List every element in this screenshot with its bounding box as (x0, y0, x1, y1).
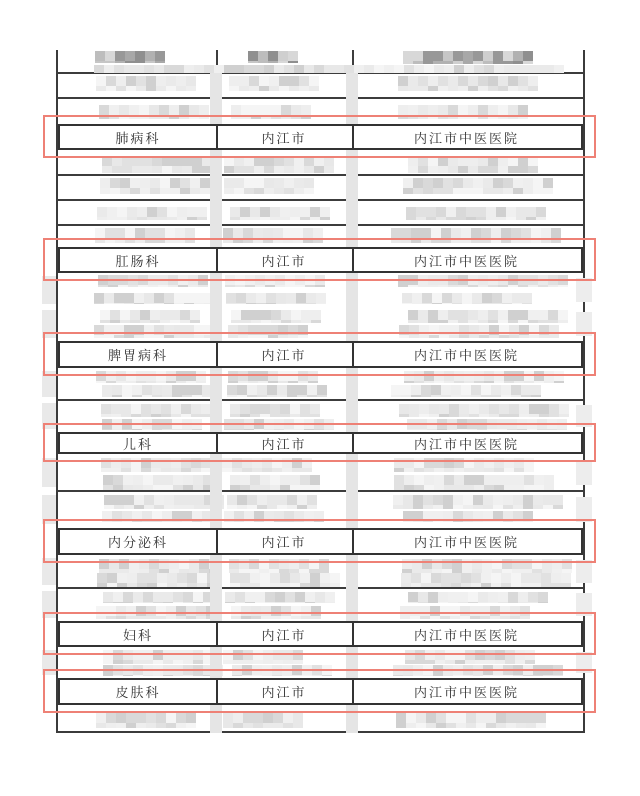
department-cell: 脾胃病科 (107, 348, 168, 363)
censored-block (227, 495, 319, 510)
censored-block (42, 458, 56, 488)
censored-block (346, 588, 358, 621)
censored-block (346, 400, 358, 432)
censored-block (402, 293, 532, 305)
hospital-cell: 内江市中医医院 (413, 627, 519, 643)
censored-block (99, 105, 218, 119)
censored-block (225, 275, 330, 287)
table-row-censored (58, 73, 583, 98)
censored-block (407, 419, 576, 431)
censored-block (403, 511, 541, 522)
censored-block (223, 713, 312, 728)
censored-block (403, 51, 533, 64)
censored-block (400, 606, 536, 618)
censored-block (224, 178, 316, 194)
censored-block (94, 325, 218, 338)
table-row-censored (58, 273, 583, 307)
censored-block (42, 591, 56, 617)
city-cell: 内江市 (261, 685, 307, 700)
censored-block (102, 419, 209, 431)
censored-block (230, 475, 324, 489)
censored-block (210, 307, 222, 341)
highlight-row-cells (58, 621, 583, 647)
table-row-censored (58, 400, 583, 432)
city-cell: 内江市 (261, 627, 307, 643)
censored-block (231, 105, 320, 119)
censored-block (391, 228, 561, 243)
table-row-censored (58, 588, 583, 621)
censored-block (99, 559, 226, 573)
censored-block (97, 207, 212, 220)
table-row-highlight (58, 341, 583, 368)
censored-block (224, 156, 334, 173)
censored-block (346, 98, 358, 124)
table-row-censored (58, 705, 583, 733)
censored-block (232, 665, 333, 676)
censored-block (404, 371, 566, 383)
table-row-highlight (58, 621, 583, 647)
censored-block (576, 405, 592, 427)
censored-block (222, 458, 320, 473)
censored-block (576, 460, 592, 486)
censored-block (394, 475, 558, 489)
table-row-censored (58, 50, 583, 73)
censored-block (101, 404, 217, 417)
censored-block (403, 178, 559, 194)
table-row-censored (58, 200, 583, 225)
censored-block (210, 400, 222, 432)
censored-block (103, 592, 220, 604)
censored-block (399, 404, 571, 417)
censored-block (399, 325, 566, 338)
censored-block (96, 606, 220, 618)
highlight-row-cells (58, 124, 583, 150)
table-row-censored (58, 150, 583, 175)
censored-block (393, 495, 572, 510)
censored-block (576, 312, 592, 336)
censored-block (100, 178, 211, 194)
censored-block (346, 454, 358, 491)
hospital-cell: 内江市中医医院 (413, 535, 519, 550)
censored-block (576, 560, 592, 583)
censored-block (346, 368, 358, 400)
censored-block (401, 573, 579, 588)
censored-block (42, 310, 56, 337)
censored-block (346, 555, 358, 588)
hospital-cell: 内江市中医医院 (413, 348, 519, 363)
table-row-highlight (58, 247, 583, 273)
censored-block (42, 276, 56, 303)
censored-block (576, 593, 592, 616)
censored-block (42, 403, 56, 429)
censored-block (346, 273, 358, 307)
censored-block (226, 293, 331, 305)
censored-block (96, 76, 203, 90)
censored-block (346, 200, 358, 225)
censored-block (210, 491, 222, 528)
highlight-row-cells (58, 247, 583, 273)
highlight-row-cells (58, 432, 583, 454)
censored-block (225, 592, 341, 604)
table-row-censored (58, 98, 583, 124)
censored-block (346, 150, 358, 175)
table-row-censored (58, 175, 583, 200)
table-row-censored (58, 491, 583, 528)
highlight-row-cells (58, 678, 583, 705)
censored-block (576, 652, 592, 674)
censored-block (102, 385, 217, 397)
table-row-highlight (58, 124, 583, 150)
censored-block (231, 606, 327, 618)
censored-block (223, 650, 312, 664)
censored-block (42, 371, 56, 397)
censored-block (229, 559, 336, 573)
censored-block (210, 175, 222, 200)
table-row-censored (58, 368, 583, 400)
censored-block (103, 665, 224, 676)
department-cell: 妇科 (122, 627, 153, 643)
censored-block (94, 293, 222, 305)
highlight-row-cells (58, 341, 583, 368)
censored-block (210, 368, 222, 400)
censored-block (210, 555, 222, 588)
censored-block (210, 150, 222, 175)
hospital-cell: 内江市中医医院 (413, 436, 519, 452)
highlight-row-cells (58, 528, 583, 555)
censored-block (210, 273, 222, 307)
hospital-cell: 内江市中医医院 (413, 130, 519, 146)
table-row-censored (58, 454, 583, 491)
censored-block (408, 156, 538, 173)
censored-block (103, 650, 219, 664)
department-cell: 儿科 (122, 436, 153, 452)
censored-block (102, 156, 224, 173)
department-cell: 肛肠科 (115, 253, 161, 269)
department-cell: 皮肤科 (115, 685, 161, 700)
censored-block (405, 650, 536, 664)
censored-block (210, 454, 222, 491)
censored-block (393, 665, 567, 676)
censored-block (95, 51, 173, 63)
table-row-censored (58, 647, 583, 678)
censored-block (210, 705, 222, 733)
department-cell: 内分泌科 (107, 535, 168, 550)
censored-block (394, 458, 539, 473)
hospital-cell: 内江市中医医院 (413, 253, 519, 269)
censored-block (95, 228, 204, 243)
hospital-cell: 内江市中医医院 (413, 685, 519, 700)
censored-block (346, 647, 358, 678)
city-cell: 内江市 (261, 348, 307, 363)
table-row-highlight (58, 678, 583, 705)
table-row-highlight (58, 528, 583, 555)
censored-block (346, 491, 358, 528)
censored-block (346, 705, 358, 733)
table-row-censored (58, 225, 583, 247)
censored-block (102, 511, 227, 522)
censored-block (224, 511, 329, 522)
censored-block (230, 404, 322, 417)
censored-block (398, 275, 570, 287)
department-cell: 肺病科 (115, 130, 161, 146)
censored-block (223, 228, 328, 243)
censored-block (230, 573, 343, 588)
censored-block (231, 310, 321, 323)
censored-block (346, 73, 358, 98)
censored-block (228, 371, 319, 383)
censored-block (96, 713, 205, 728)
censored-block (94, 65, 564, 73)
city-cell: 内江市 (261, 535, 307, 550)
censored-block (210, 588, 222, 621)
censored-block (396, 713, 555, 728)
censored-block (96, 371, 211, 383)
censored-block (103, 475, 216, 489)
censored-block (248, 51, 303, 63)
censored-block (391, 385, 546, 397)
censored-block (224, 419, 337, 431)
censored-block (398, 76, 542, 90)
city-cell: 内江市 (261, 130, 307, 146)
city-cell: 内江市 (261, 253, 307, 269)
censored-block (210, 73, 222, 98)
department-table (56, 50, 585, 733)
censored-block (42, 558, 56, 584)
censored-block (210, 98, 222, 124)
censored-block (210, 647, 222, 678)
table-row-censored (58, 307, 583, 341)
censored-block (228, 325, 318, 338)
censored-block (97, 573, 218, 588)
censored-block (230, 207, 339, 220)
table-row-highlight (58, 432, 583, 454)
city-cell: 内江市 (261, 436, 307, 452)
censored-block (346, 307, 358, 341)
censored-block (402, 559, 579, 573)
censored-block (210, 200, 222, 225)
censored-block (406, 207, 547, 220)
censored-block (210, 225, 222, 247)
censored-block (100, 310, 208, 323)
censored-block (576, 278, 592, 302)
censored-block (98, 275, 214, 287)
censored-block (408, 592, 553, 604)
censored-block (42, 650, 56, 675)
censored-block (227, 385, 332, 397)
censored-block (408, 310, 575, 323)
table-row-censored (58, 555, 583, 588)
censored-block (576, 497, 592, 523)
censored-block (398, 105, 531, 119)
censored-block (346, 175, 358, 200)
censored-block (346, 225, 358, 247)
censored-block (229, 76, 324, 90)
censored-block (42, 495, 56, 525)
